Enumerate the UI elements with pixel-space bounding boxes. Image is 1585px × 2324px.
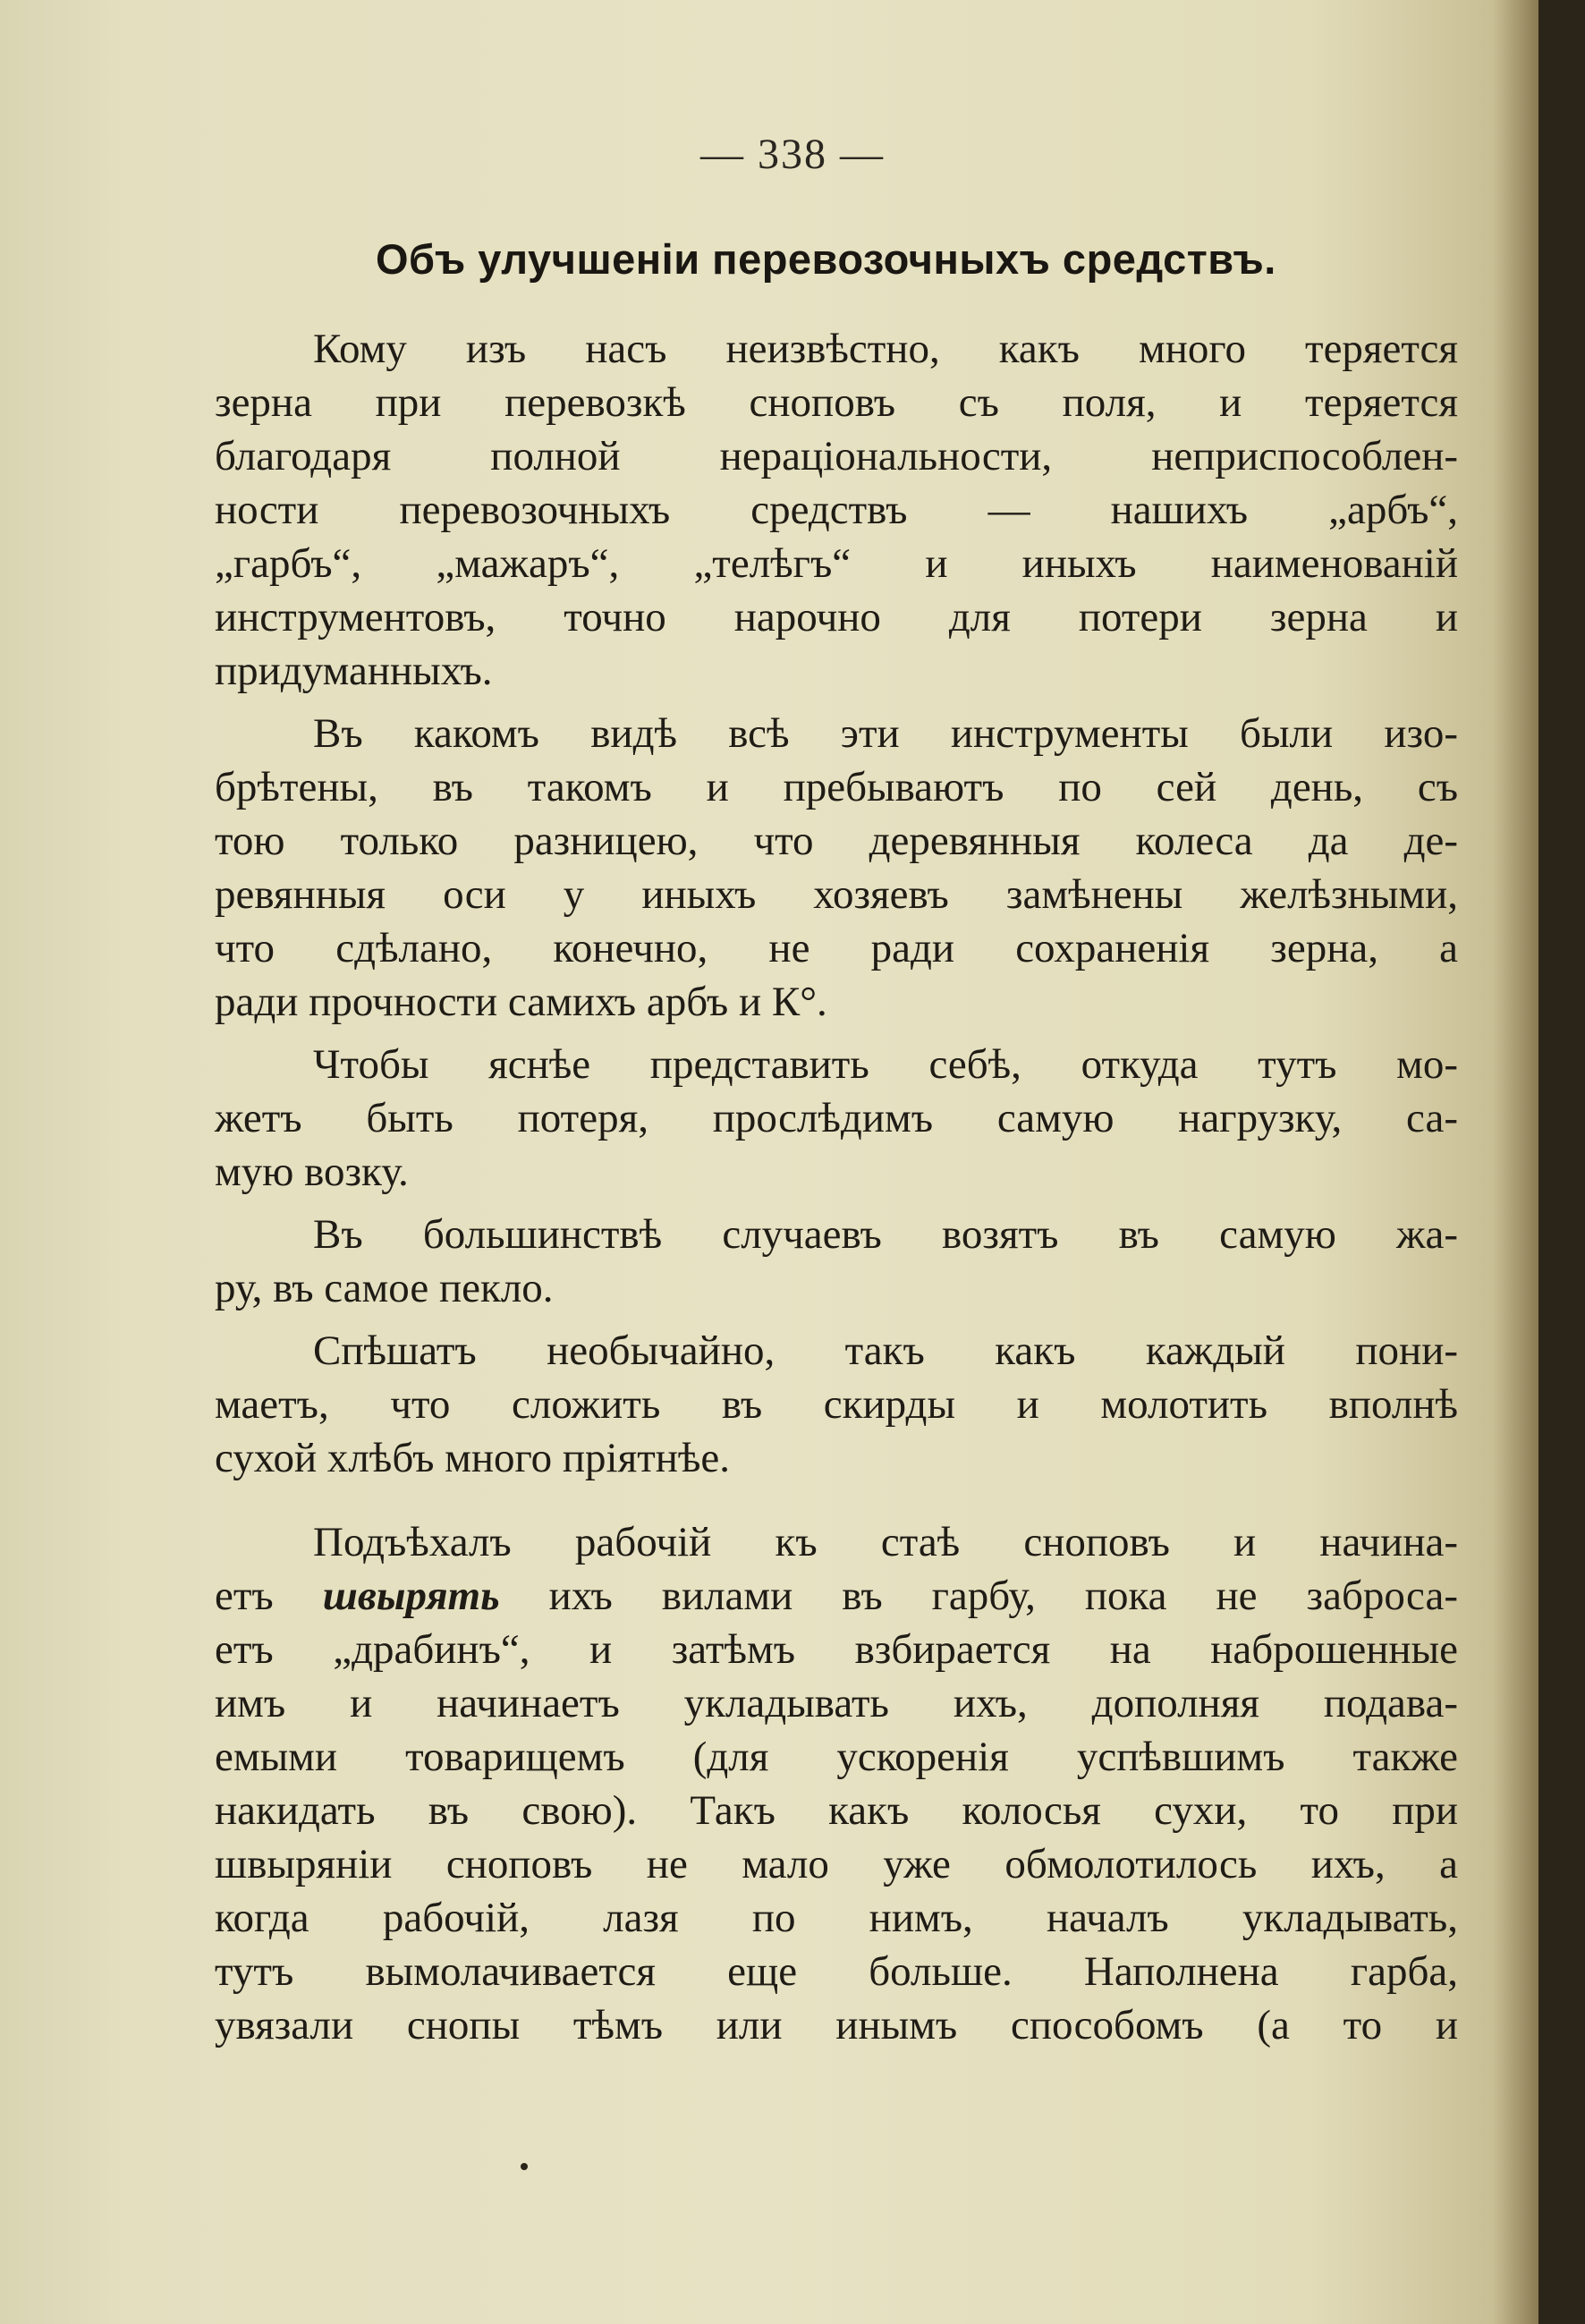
paragraph-6 (215, 1515, 1458, 2052)
text-line: ности перевозочныхъ средствъ — нашихъ „арбъ“, (215, 487, 1458, 533)
text-line: брѣтены, въ такомъ и пребываютъ по сей день, съ (215, 764, 1458, 810)
text-line: тою только разницею, что деревянныя колеса да де- (215, 818, 1458, 864)
text-line: мую возку. (215, 1149, 409, 1195)
text-line-mixed (215, 1569, 1458, 1623)
paragraph-1 (215, 322, 1458, 698)
text-line: етъ „драбинъ“, и затѣмъ взбирается на наброшенные (215, 1626, 1458, 1673)
paragraph-4 (215, 1208, 1458, 1315)
text-line: Кому изъ насъ неизвѣстно, какъ много теряется (313, 326, 1458, 372)
body-text (215, 322, 1458, 2052)
paragraph-3 (215, 1038, 1458, 1199)
text-line: Въ какомъ видѣ всѣ эти инструменты были изо- (313, 710, 1458, 757)
text-line: Въ большинствѣ случаевъ возятъ въ самую жа- (313, 1211, 1458, 1258)
text-line: имъ и начинаетъ укладывать ихъ, дополняя подава- (215, 1680, 1458, 1726)
text-line: инструментовъ, точно нарочно для потери зерна и (215, 594, 1458, 640)
text-line: швыряніи сноповъ не мало уже обмолотилось ихъ, а (215, 1841, 1458, 1887)
text-line: благодаря полной нераціональности, неприспособлен- (215, 433, 1458, 479)
text-line: „гарбъ“, „мажаръ“, „телѣгъ“ и иныхъ наименованій (215, 540, 1458, 587)
paragraph-5 (215, 1324, 1458, 1485)
emphasized-word: швырять (322, 1573, 500, 1619)
text-line: зерна при перевозкѣ сноповъ съ поля, и теряется (215, 379, 1458, 426)
text-line: Подъѣхалъ рабочій къ стаѣ сноповъ и начина- (313, 1519, 1458, 1565)
text-line: Спѣшатъ необычайно, такъ какъ каждый пони- (313, 1327, 1458, 1374)
text-line: когда рабочій, лазя по нимъ, началъ укладывать, (215, 1895, 1458, 1941)
ink-speck (521, 2163, 528, 2170)
text-line: сухой хлѣбъ много пріятнѣе. (215, 1435, 731, 1481)
text-line: тутъ вымолачивается еще больше. Наполнена гарба, (215, 1948, 1458, 1995)
text-line: Чтобы яснѣе представить себѣ, откуда тутъ мо- (313, 1041, 1458, 1088)
text-line: маетъ, что сложить въ скирды и молотить вполнѣ (215, 1381, 1458, 1428)
text-line: ревянныя оси у иныхъ хозяевъ замѣнены желѣзными, (215, 871, 1458, 918)
text-fragment: ихъ вилами въ гарбу, пока не заброса- (499, 1573, 1458, 1619)
text-fragment: етъ (215, 1573, 323, 1619)
paragraph-2 (215, 707, 1458, 1029)
text-line: придуманныхъ. (215, 648, 493, 694)
article-title: Объ улучшеніи перевозочныхъ средствъ. (376, 235, 1276, 283)
text-line: жетъ быть потеря, прослѣдимъ самую нагрузку, са- (215, 1095, 1458, 1141)
text-line: ради прочности самихъ арбъ и К°. (215, 979, 827, 1025)
text-line: ру, въ самое пекло. (215, 1265, 554, 1311)
text-line: емыми товарищемъ (для ускоренія успѣвшимъ также (215, 1734, 1458, 1780)
text-line: что сдѣлано, конечно, не ради сохраненія зерна, а (215, 925, 1458, 971)
page-number: — 338 — (700, 131, 885, 178)
text-line: увязали снопы тѣмъ или инымъ способомъ (а то и (215, 2002, 1458, 2048)
text-line: накидать въ свою). Такъ какъ колосья сухи, то при (215, 1787, 1458, 1834)
